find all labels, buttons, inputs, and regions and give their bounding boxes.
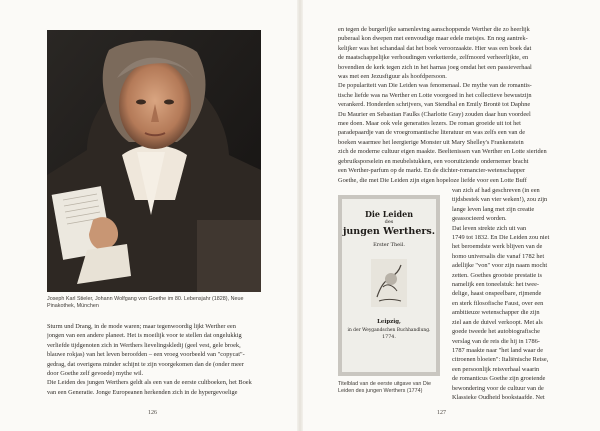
- book-subtitle: Erster Theil.: [373, 242, 405, 248]
- text-line: delige, haast onspeelbare, rijmende: [452, 290, 542, 298]
- text-line: verankerd. Honderden schrijvers, van Stendhal en Emily Brontë tot Daphne: [338, 101, 531, 109]
- portrait-caption: Joseph Karl Stieler, Johann Wolfgang von Goethe im 80. Lebensjahr (1828), Neue Pinakothek, München: [47, 296, 244, 310]
- text-line: verliefde tijdgenoten zich in Werthers lievelingskledij (geel vest, gele broek,: [47, 341, 241, 349]
- book-publisher: in der Weygandschen Buchhandlung.: [347, 328, 431, 333]
- text-line: adellijke "von" voor zijn naam mocht: [452, 262, 548, 270]
- text-line: en sterk filosofische Faust, over een: [452, 299, 544, 307]
- goethe-portrait-image: [47, 30, 261, 292]
- text-line: lange leven lang met zijn creatie: [452, 205, 535, 213]
- text-line: goede tweede het autobiografische: [452, 328, 540, 336]
- left-page-body-text: [47, 322, 261, 397]
- text-line: gedrag, dat overigens minder schijnt te zijn voorgekomen dan de (onder meer: [47, 360, 244, 368]
- text-line: mee doen. Maar ook vele generaties lezers. De roman groeide uit tot het: [338, 120, 521, 128]
- text-line: een persoonlijk reisverhaal waarin: [452, 365, 540, 373]
- text-line: tische liefde was na Werther en Lotte voorgoed in het collectieve bewustzijn: [338, 91, 532, 99]
- text-line: Goethe, die met Die Leiden zijn eigen hopeloze liefde voor een Lotte Buff: [338, 176, 527, 184]
- right-page-body-text: [338, 25, 552, 185]
- text-line: en tegen de burgerlijke samenleving aanschoppende Werther die zo heerlijk: [338, 26, 530, 33]
- text-line: zetten. Goethes grootste prestatie is: [452, 271, 543, 279]
- text-line: bewondering voor de cultuur van de: [452, 384, 544, 392]
- text-line: de romanticus Goethe zijn groeiende: [452, 375, 546, 383]
- text-line: homo universalis die vanaf 1782 het: [452, 252, 545, 260]
- text-line: was met een Jezusfiguur als hoofdpersoon.: [338, 73, 447, 81]
- text-line: jongen van een andere planeet. Het is moeilijk voor te stellen dat ongelukkig: [47, 332, 242, 340]
- text-line: het beroemdste werk blijven van de: [452, 243, 543, 251]
- page-number-left: 126: [148, 410, 157, 416]
- text-line: een Werther-parfum op de markt. En de dichter-romancier-wetenschapper: [338, 167, 526, 175]
- text-line: kelijker was het schandaal dat het boek veroorzaakte. Hier was een boek dat: [338, 44, 532, 52]
- text-line: puberaal kon dwepen met eenvoudige maar edele meisjes. En nog aantrek-: [338, 35, 528, 43]
- book-title-line: Die Leiden: [364, 209, 414, 219]
- text-line: van een Generatie. Jonge Europeanen herkenden zich in de hypergevoelige: [47, 388, 238, 396]
- text-line: Dat leven strekte zich uit van: [452, 224, 527, 232]
- text-line: paradepaardje van de vroegromantische literatuur en was zelfs een van de: [338, 129, 526, 137]
- text-line: ziel aan de duivel verkoopt. Met als: [452, 318, 543, 326]
- right-column-text: [452, 186, 552, 402]
- vignette-illustration-icon: [369, 257, 409, 309]
- text-line: tijdsbestek van vier weken!), zou zijn: [452, 196, 548, 204]
- text-line: Klassieke Oudheid bookstaafde. Net: [452, 393, 545, 401]
- text-line: boeken waarmee het leergierige Monster uit Mary Shelley's Frankenstein: [338, 138, 524, 146]
- text-line: zich de moderne cultuur eigen maakte. Beeltenissen van Werther en Lotte sieriden: [338, 148, 547, 156]
- book-gutter: [297, 0, 303, 431]
- text-line: De populariteit van Die Leiden was fenomenaal. De mythe van de romantis-: [338, 82, 532, 90]
- text-line: citroenen bloeien": Italiënische Reise,: [452, 356, 549, 364]
- page-number-right: 127: [437, 410, 446, 416]
- text-line: Du Maurier en Sebastian Faulks (Charlotte Gray) zouden daar hun voordeel: [338, 110, 531, 118]
- text-line: blauwe rokjas) van het leven beroofden – een vroeg voorbeeld van "copycat"-: [47, 351, 245, 359]
- text-line: Die Leiden des jungen Werthers geldt als een van de eerste cultboeken, het Boek: [47, 379, 252, 387]
- text-line: van zich af had geschreven (in een: [452, 187, 540, 194]
- book-title-page-image: [338, 195, 440, 376]
- book-year: 1774.: [382, 335, 396, 340]
- text-line: 1749 tot 1832. En Die Leiden zou niet: [452, 234, 550, 242]
- book-caption: Titelblad van de eerste uitgave van Die Leiden des jungen Werthers (1774): [338, 381, 431, 395]
- text-line: 1787 maakte naar "het land waar de: [452, 346, 544, 354]
- text-line: geassocieerd worden.: [452, 215, 507, 223]
- text-line: bovendien de kerk tegen zich in het harnas joeg omdat het een passieverhaal: [338, 63, 532, 71]
- text-line: ambitieuze wetenschapper die zijn: [452, 309, 540, 317]
- text-line: de maatschappelijke verhoudingen verketterde, zelfmoord verheerlijkte, en: [338, 54, 529, 62]
- text-line: gebruiksporselein en meubelstukken, een vooruitziende ondernemer bracht: [338, 157, 529, 165]
- title-page-paper: [342, 199, 436, 372]
- text-line: namelijk een toneelstuk: het twee-: [452, 281, 540, 289]
- book-title-line: jungen Werthers.: [342, 226, 436, 237]
- book-place: Leipzig,: [377, 319, 401, 325]
- text-line: door Goethe zelf gevoede) mythe wil.: [47, 370, 144, 378]
- text-line: verslag van de reis die hij in 1786-: [452, 337, 540, 345]
- text-line: Sturm und Drang, in de mode waren; maar tegenwoordig lijkt Werther een: [47, 323, 236, 330]
- book-title-line: des: [384, 219, 394, 225]
